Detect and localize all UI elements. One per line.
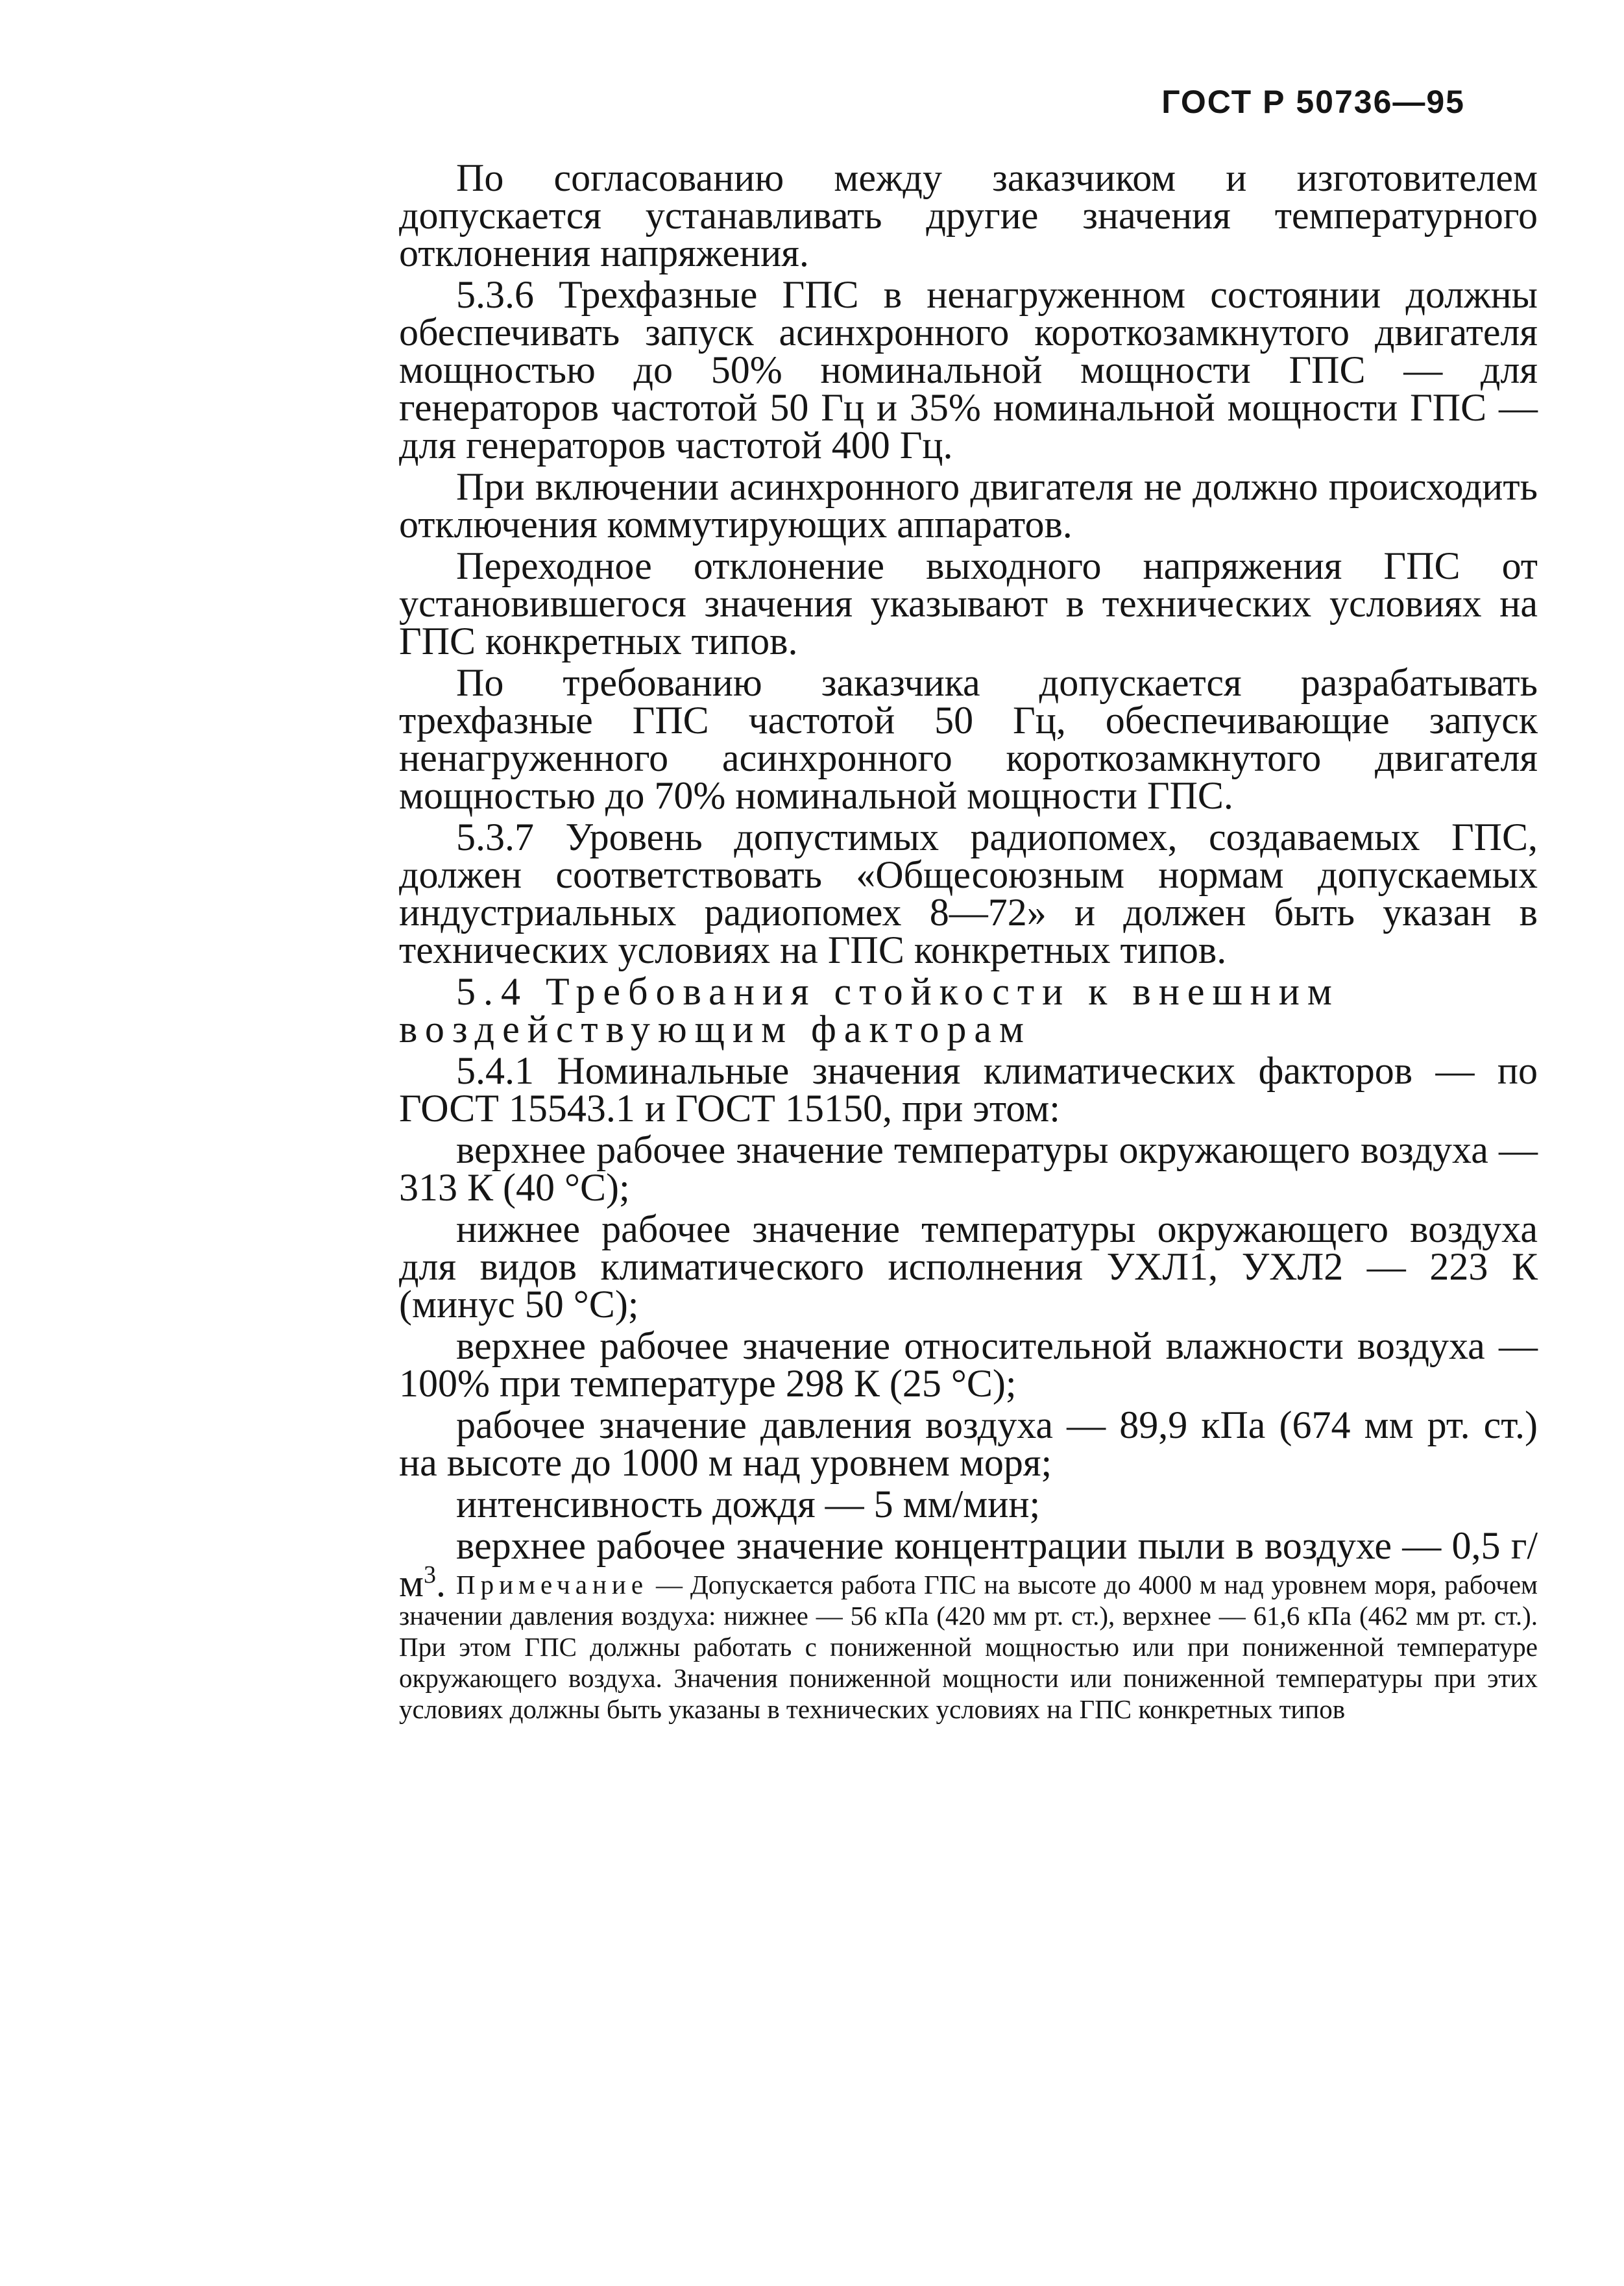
climate-item: нижнее рабочее значение температуры окружающего воздуха для видов климатического исполнения УХЛ1, УХЛ2 — 223 К (минус 50 °С); [399, 1208, 1538, 1326]
note-text: — Допускается работа ГПС на высоте до 4000 м над уровнем моря, рабочем значении давления воздуха: нижнее — 56 кПа (420 мм рт. ст.), верхнее — 61,6 кПа (462 мм рт. ст.). При этом ГПС должны работать с пониженной мощностью или при пониженной температуре окружающего воздуха. Значения пониженной мощности или пониженной температуры при этих условиях должны быть указаны в технических условиях на ГПС конкретных типов [399, 1570, 1538, 1724]
note [399, 1569, 1538, 1725]
dust-unit-exponent: 3 [423, 1561, 436, 1588]
paragraph: 5.3.7 Уровень допустимых радиопомех, создаваемых ГПС, должен соответствовать «Общесоюзным нормам допускаемых индустриальных радиопомех 8—72» и должен быть указан в технических условиях на ГПС конкретных типов. [399, 816, 1538, 971]
paragraph: Переходное отклонение выходного напряжения ГПС от установившегося значения указывают в технических условиях на ГПС конкретных типов. [399, 544, 1538, 663]
dust-text: верхнее рабочее значение концентрации пыли в воздухе — 0,5 г/м [399, 1524, 1538, 1605]
climate-item: интенсивность дождя — 5 мм/мин; [456, 1483, 1041, 1526]
paragraph: 5.3.6 Трехфазные ГПС в ненагруженном состоянии должны обеспечивать запуск асинхронного короткозамкнутого двигателя мощностью до 50% номинальной мощности ГПС — для генераторов частотой 50 Гц и 35% номинальной мощности ГПС — для генераторов частотой 400 Гц. [399, 273, 1538, 467]
document-body [399, 156, 1538, 1605]
page-header-doc-id: ГОСТ Р 50736—95 [1161, 84, 1465, 120]
dust-end: . [435, 1562, 446, 1605]
section-heading: 5.4 Требования стойкости к внешним воздействующим факторам [399, 970, 1340, 1051]
climate-item: рабочее значение давления воздуха — 89,9 кПа (674 мм рт. ст.) на высоте до 1000 м над уровнем моря; [399, 1404, 1538, 1484]
paragraph: При включении асинхронного двигателя не должно происходить отключения коммутирующих аппаратов. [399, 465, 1538, 546]
note-label: Примечание [456, 1570, 649, 1599]
climate-item: верхнее рабочее значение температуры окружающего воздуха — 313 К (40 °С); [399, 1128, 1538, 1209]
paragraph: По требованию заказчика допускается разрабатывать трехфазные ГПС частотой 50 Гц, обеспечивающие запуск ненагруженного асинхронного короткозамкнутого двигателя мощностью до 70% номинальной мощности ГПС. [399, 661, 1538, 817]
climate-intro: 5.4.1 Номинальные значения климатических факторов — по ГОСТ 15543.1 и ГОСТ 15150, при этом: [399, 1049, 1538, 1130]
paragraph: По согласованию между заказчиком и изготовителем допускается устанавливать другие значения температурного отклонения напряжения. [399, 156, 1538, 274]
climate-item: верхнее рабочее значение относительной влажности воздуха — 100% при температуре 298 К (25 °С); [399, 1324, 1538, 1405]
